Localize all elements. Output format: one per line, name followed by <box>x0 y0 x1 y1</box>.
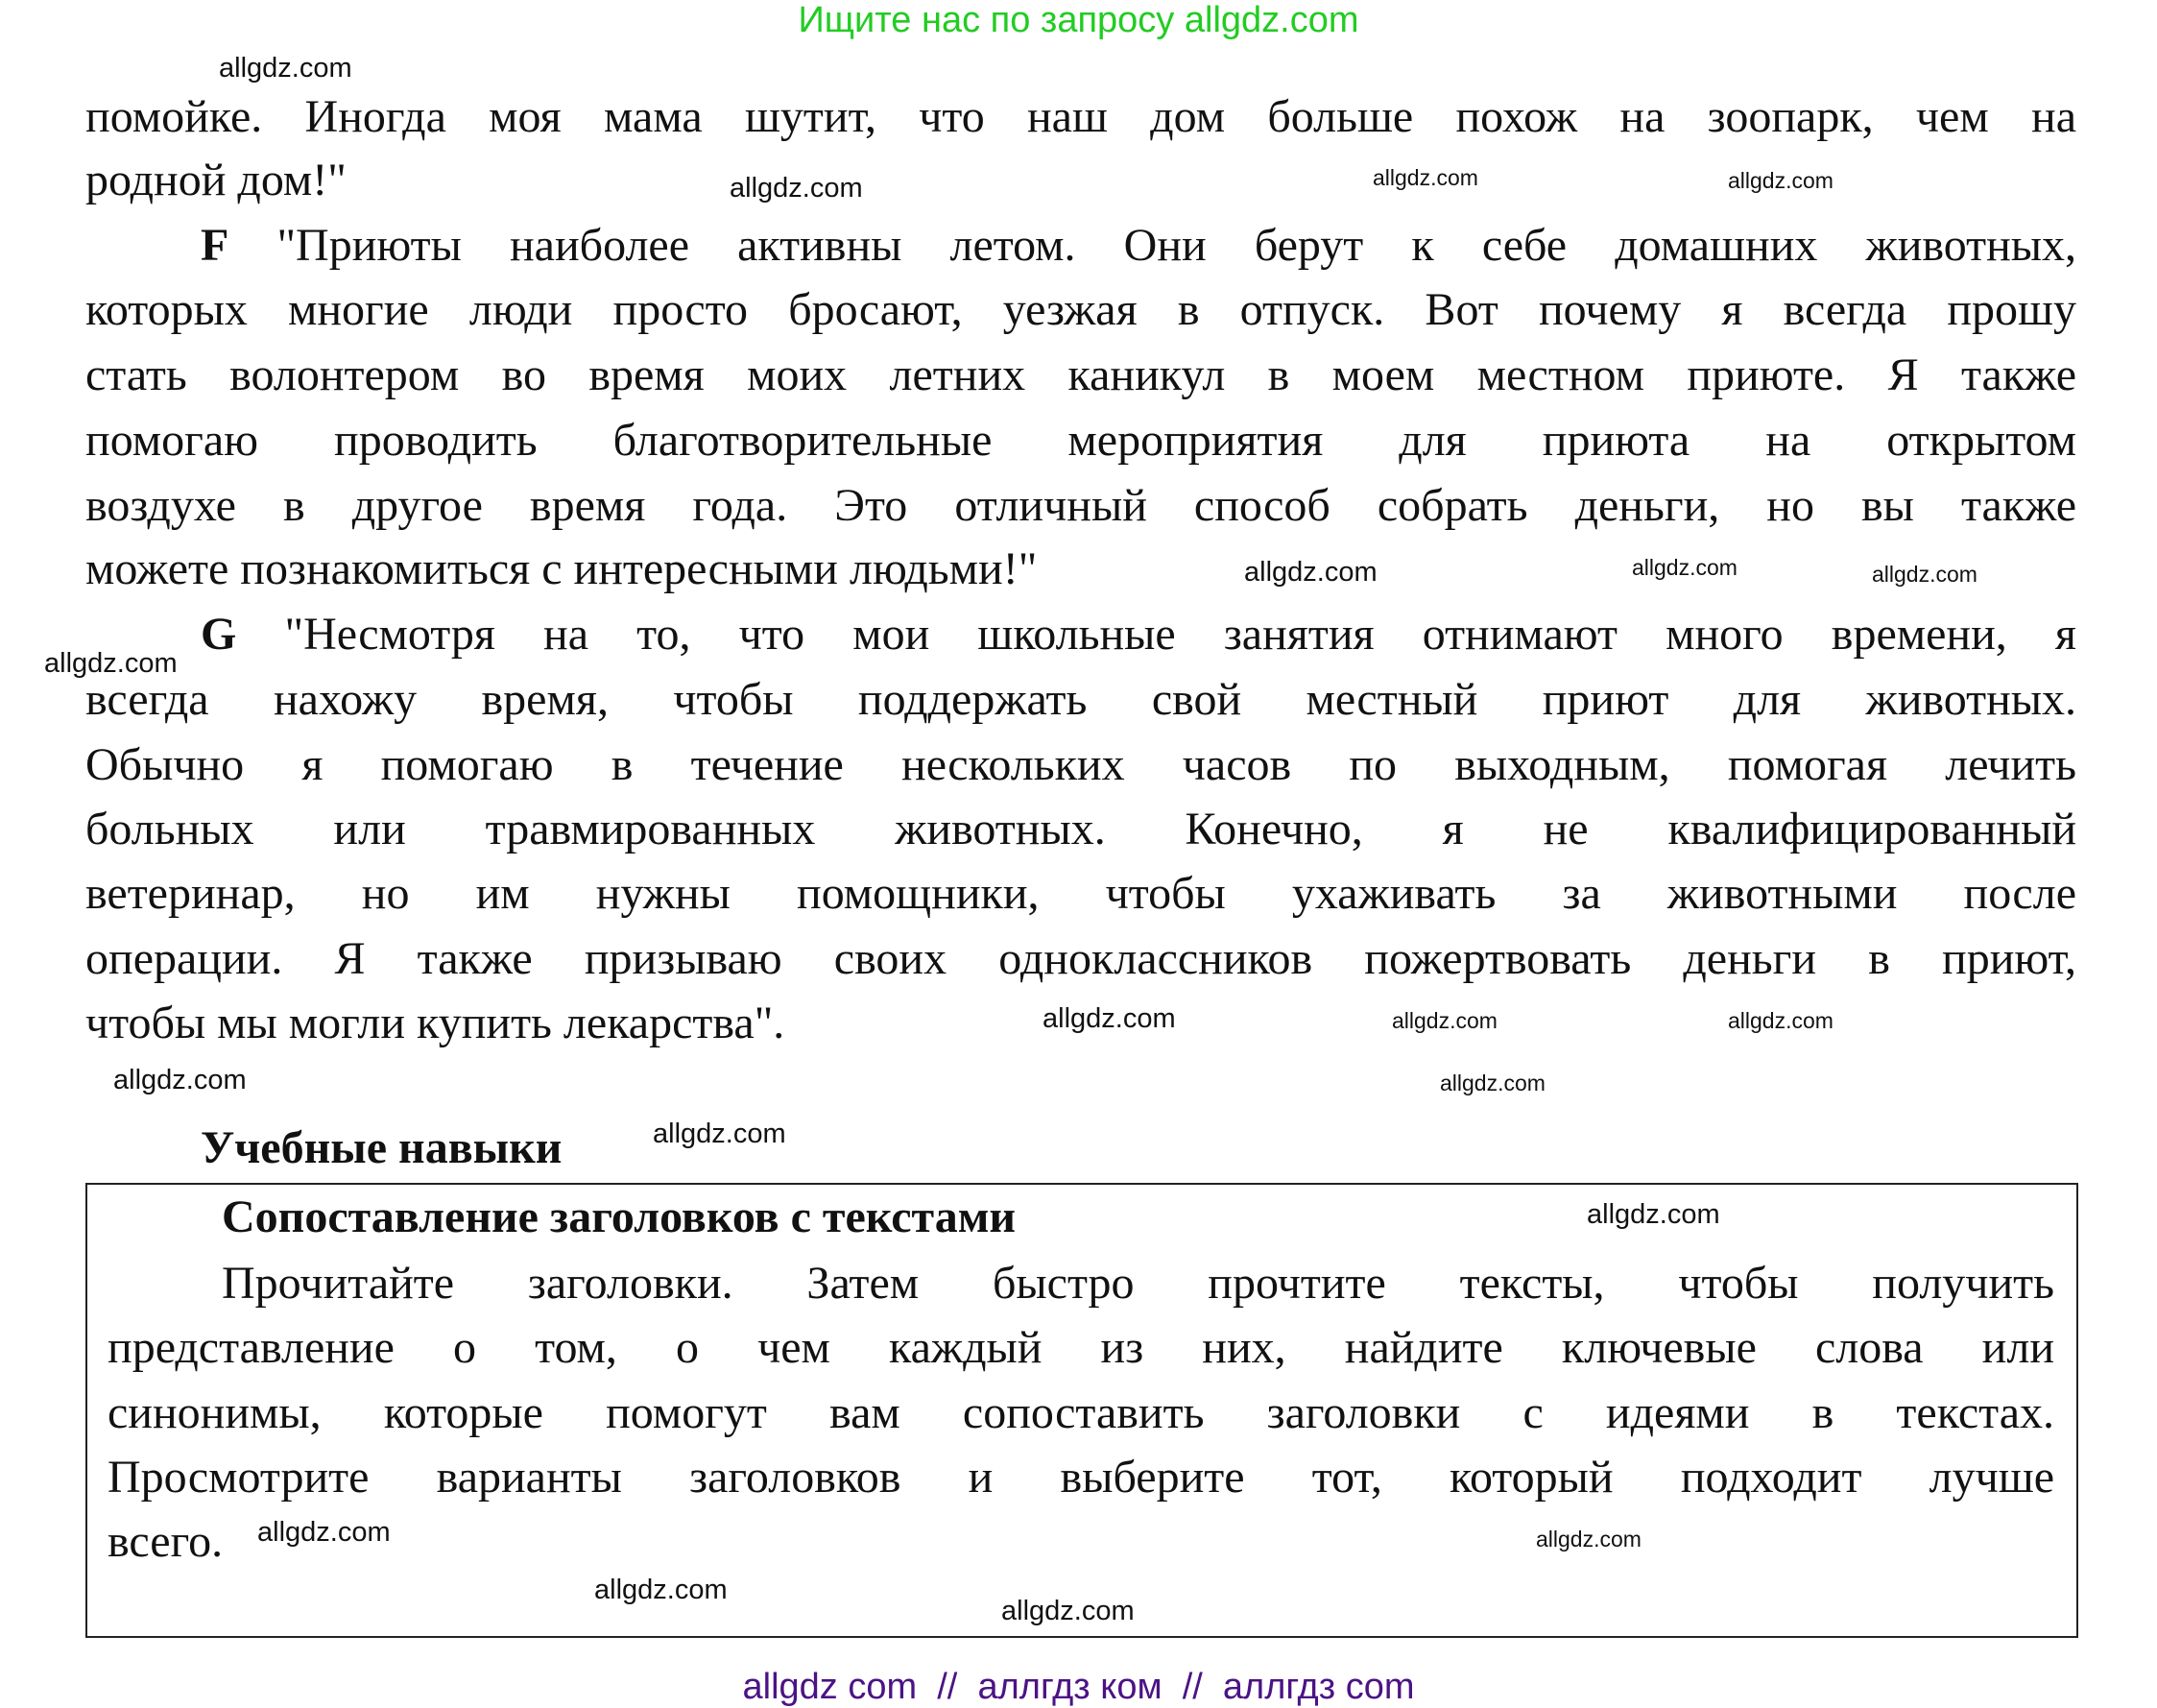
watermark: allgdz.com <box>1373 165 1478 190</box>
watermark: allgdz.com <box>44 648 178 679</box>
watermark: allgdz.com <box>1632 555 1738 580</box>
watermark: allgdz.com <box>1728 168 1833 193</box>
watermark: allgdz.com <box>730 173 863 204</box>
section-heading: Учебные навыки <box>201 1122 563 1173</box>
watermark: allgdz.com <box>1043 1003 1176 1034</box>
watermark: allgdz.com <box>1872 562 1977 587</box>
box-text-line: синонимы, которые помогут вам сопоставить заголовки с идеями в текстах. <box>108 1387 2054 1438</box>
text-line: родной дом!" <box>85 155 347 205</box>
text-line: всегда нахожу время, чтобы поддержать свой местный приют для животных. <box>85 674 2076 725</box>
watermark: allgdz.com <box>219 53 352 84</box>
text-line: чтобы мы могли купить лекарства". <box>85 998 785 1048</box>
watermark: allgdz.com <box>1392 1008 1498 1033</box>
watermark: allgdz.com <box>653 1119 786 1149</box>
text-line: "Приюты наиболее активны летом. Они берут к себе домашних животных, <box>276 220 2077 271</box>
text-line: ветеринар, но им нужны помощники, чтобы ухаживать за животными после <box>85 868 2076 919</box>
watermark: allgdz.com <box>1001 1596 1135 1626</box>
watermark: allgdz.com <box>1728 1008 1833 1033</box>
watermark: allgdz.com <box>1587 1199 1720 1230</box>
text-line: операции. Я также призываю своих одноклассников пожертвовать деньги в приют, <box>85 933 2076 984</box>
text-line: помогаю проводить благотворительные мероприятия для приюта на открытом <box>85 415 2076 466</box>
paragraph-g-first-line <box>201 606 2076 663</box>
watermark: allgdz.com <box>594 1575 728 1605</box>
text-line: можете познакомиться с интересными людьми!" <box>85 543 1038 594</box>
box-text-line: всего. <box>108 1516 224 1567</box>
box-text-line: Прочитайте заголовки. Затем быстро прочтите тексты, чтобы получить <box>222 1258 2054 1309</box>
text-line: стать волонтером во время моих летних каникул в моем местном приюте. Я также <box>85 349 2076 400</box>
text-line: больных или травмированных животных. Конечно, я не квалифицированный <box>85 804 2076 854</box>
text-line: помойке. Иногда моя мама шутит, что наш дом больше похож на зоопарк, чем на <box>85 91 2076 142</box>
footer-links: allgdz com // аллгдз ком // аллгдз com <box>742 1667 1415 1707</box>
text-line: воздухе в другое время года. Это отличный способ собрать деньги, но вы также <box>85 480 2076 531</box>
paragraph-label-g: G <box>201 609 237 660</box>
paragraph-label-f: F <box>201 220 229 271</box>
watermark: allgdz.com <box>1244 557 1378 588</box>
watermark: allgdz.com <box>1536 1527 1642 1552</box>
box-text-line: представление о том, о чем каждый из них, найдите ключевые слова или <box>108 1322 2054 1373</box>
paragraph-f-first-line <box>201 217 2076 275</box>
watermark: allgdz.com <box>113 1065 247 1095</box>
text-line: которых многие люди просто бросают, уезжая в отпуск. Вот почему я всегда прошу <box>85 284 2076 335</box>
watermark: allgdz.com <box>257 1517 391 1548</box>
box-title: Сопоставление заголовков с текстами <box>222 1191 1017 1242</box>
box-text-line: Просмотрите варианты заголовков и выберите тот, который подходит лучше <box>108 1452 2054 1503</box>
site-banner: Ищите нас по запросу allgdz.com <box>798 0 1359 40</box>
text-line: Обычно я помогаю в течение нескольких часов по выходным, помогая лечить <box>85 739 2076 790</box>
text-line: "Несмотря на то, что мои школьные занятия отнимают много времени, я <box>284 609 2077 660</box>
watermark: allgdz.com <box>1440 1071 1546 1095</box>
